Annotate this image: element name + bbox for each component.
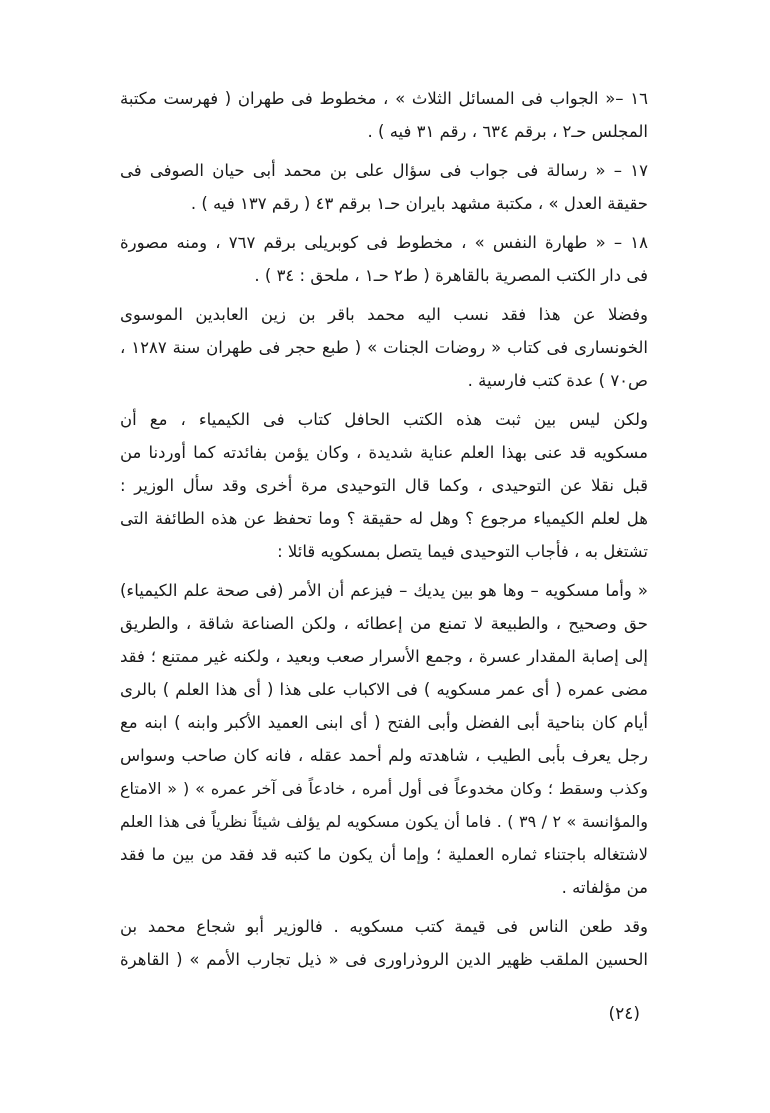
text-line: حق وصحيح ، والطبيعة لا تمنع من إعطائه ، ولكن الصناعة شاقة ، والطريق bbox=[120, 614, 648, 633]
text-line: وكذب وسقط ؛ وكان مخدوعاً فى أول أمره ، خادعاً فى آخر عمره » ( « الامتاع bbox=[120, 779, 648, 798]
text-line: فى دار الكتب المصرية بالقاهرة ( ط٢ حـ١ ، ملحق : ٣٤ ) . bbox=[254, 266, 648, 285]
text-line: ١٦ –« الجواب فى المسائل الثلاث » ، مخطوط فى طهران ( فهرست مكتبة bbox=[120, 89, 648, 108]
text-line: وفضلا عن هذا فقد نسب اليه محمد باقر بن زين العابدين الموسوى bbox=[120, 305, 648, 324]
text-line: ١٧ – « رسالة فى جواب فى سؤال على بن محمد أبى حيان الصوفى فى bbox=[120, 161, 648, 180]
list-item-17 bbox=[120, 154, 648, 220]
paragraph-quotation bbox=[120, 574, 648, 904]
paragraph-criticism bbox=[120, 910, 648, 976]
page-body bbox=[120, 82, 648, 982]
text-line: والمؤانسة » ٢ / ٣٩ ) . فاما أن يكون مسكويه لم يؤلف شيئاً نظرياً فى هذا العلم bbox=[120, 812, 648, 831]
page-number: (٢٤) bbox=[608, 1004, 640, 1024]
text-line: مضى عمره ( أى عمر مسكويه ) فى الاكباب على هذا ( أى هذا العلم ) بالرى bbox=[120, 680, 648, 699]
text-line: الحسين الملقب ظهير الدين الروذراورى فى « ذيل تجارب الأمم » ( القاهرة bbox=[120, 950, 648, 969]
paragraph-attributed-works bbox=[120, 298, 648, 397]
text-line: الخونسارى فى كتاب « روضات الجنات » ( طبع حجر فى طهران سنة ١٢٨٧ ، bbox=[120, 338, 648, 357]
text-line: هل لعلم الكيمياء مرجوع ؟ وهل له حقيقة ؟ وما تحفظ عن هذه الطائفة التى bbox=[120, 509, 648, 528]
text-line: مسكويه قد عنى بهذا العلم عناية شديدة ، وكان يؤمن بفائدته كما أوردنا من bbox=[120, 443, 648, 462]
text-line: المجلس حـ٢ ، برقم ٦٣٤ ، رقم ٣١ فيه ) . bbox=[367, 122, 648, 141]
text-line: ص٧٠ ) عدة كتب فارسية . bbox=[467, 371, 648, 390]
text-line: لاشتغاله باجتناء ثماره العملية ؛ وإما أن يكون ما كتبه قد فقد من بين ما فقد bbox=[120, 845, 648, 864]
text-line: وقد طعن الناس فى قيمة كتب مسكويه . فالوزير أبو شجاع محمد بن bbox=[120, 917, 648, 936]
list-item-16 bbox=[120, 82, 648, 148]
text-line: أيام كان بناحية أبى الفضل وأبى الفتح ( أى ابنى العميد الأكبر وابنه ) ابنه مع bbox=[120, 713, 648, 732]
list-item-18 bbox=[120, 226, 648, 292]
text-line: ١٨ – « طهارة النفس » ، مخطوط فى كوبريلى برقم ٧٦٧ ، ومنه مصورة bbox=[120, 233, 648, 252]
text-line: من مؤلفاته . bbox=[561, 878, 648, 897]
text-line: « وأما مسكويه – وها هو بين يديك – فيزعم أن الأمر (فى صحة علم الكيمياء) bbox=[120, 581, 648, 600]
text-line: حقيقة العدل » ، مكتبة مشهد بايران حـ١ برقم ٤٣ ( رقم ١٣٧ فيه ) . bbox=[190, 194, 648, 213]
text-line: إلى إصابة المقدار عسرة ، وجمع الأسرار صعب وبعيد ، ولكنه غير ممتنع ؛ فقد bbox=[120, 647, 648, 666]
paragraph-alchemy bbox=[120, 403, 648, 568]
text-line: تشتغل به ، فأجاب التوحيدى فيما يتصل بمسكويه قائلا : bbox=[277, 542, 648, 561]
text-line: قبل نقلا عن التوحيدى ، وكما قال التوحيدى مرة أخرى وقد سأل الوزير : bbox=[120, 476, 648, 495]
text-line: رجل يعرف بأبى الطيب ، شاهدته ولم أحمد عقله ، فانه كان صاحب وسواس bbox=[120, 746, 648, 765]
text-line: ولكن ليس بين ثبت هذه الكتب الحافل كتاب فى الكيمياء ، مع أن bbox=[120, 410, 648, 429]
